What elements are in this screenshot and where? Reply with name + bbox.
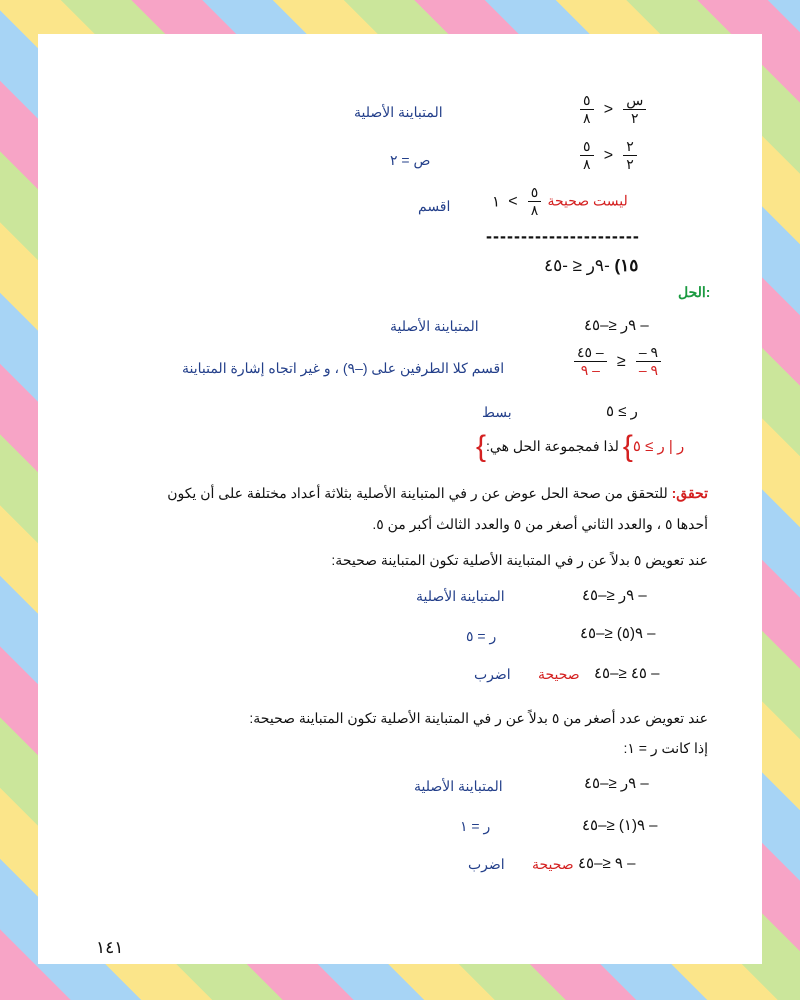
sub2-title: عند تعويض عدد أصغر من ٥ بدلاً عن ر في المتباينة الأصلية تكون المتباينة صحيحة:	[249, 710, 708, 726]
problem-15-header: ١٥) -٩ر ≤ -٤٥	[544, 256, 639, 275]
sub1-title: عند تعويض ٥ بدلاً عن ر في المتباينة الأصلية تكون المتباينة صحيحة:	[331, 552, 708, 568]
status-label: ليست صحيحة	[547, 192, 628, 209]
sub2-line-a-math: – ٩ر ≤–٤٥	[584, 775, 649, 792]
check-paragraph-line-1: تحقق: للتحقق من صحة الحل عوض عن ر في المتباينة الأصلية بثلاثة أعداد مختلفة على أن يكون	[167, 485, 708, 501]
fraction: $\frac{٥}{٨}$	[580, 138, 594, 173]
check-label: تحقق:	[671, 485, 708, 501]
sub1-line-a-note: المتباينة الأصلية	[416, 588, 505, 604]
fraction: $\frac{- ٩}{- ٩}$	[636, 344, 661, 379]
top-row-1-math: $\frac{٥}{٨}$ > $\frac{\text{س}}{٢}$	[578, 92, 648, 127]
solution-line-2-math: $\frac{٤٥ -}{٩ -}$ ≥ $\frac{- ٩}{- ٩}$	[572, 344, 663, 379]
sub2-line-c-status: صحيحة	[532, 856, 574, 872]
fraction: $\frac{٤٥ -}{٩ -}$	[574, 344, 607, 379]
sub1-line-c-note: اضرب	[474, 666, 511, 682]
solution-line-1-note: المتباينة الأصلية	[390, 318, 479, 334]
check-paragraph-line-2: أحدها ٥ ، والعدد الثاني أصغر من ٥ والعدد الثالث أكبر من ٥.	[372, 516, 708, 532]
top-row-3-note: اقسم	[418, 198, 451, 214]
fraction: $\frac{٥}{٨}$	[528, 184, 542, 219]
fraction: $\frac{\text{س}}{٢}$	[623, 92, 646, 127]
sub2-line-c-note: اضرب	[468, 856, 505, 872]
top-row-2-note: ص = ٢	[390, 152, 431, 168]
solution-line-3-math: ر ≥ ٥	[606, 403, 638, 420]
top-row-1-note: المتباينة الأصلية	[354, 104, 443, 120]
page-sheet	[38, 34, 762, 964]
sub1-line-b-math: – ٩(٥) ≤–٤٥	[580, 625, 656, 642]
fraction: $\frac{٥}{٨}$	[580, 92, 594, 127]
page-number: ١٤١	[96, 938, 124, 957]
solution-line-3-note: بسط	[482, 404, 512, 420]
solution-label: الحل:	[678, 284, 711, 300]
sub1-line-a-math: – ٩ر ≤–٤٥	[582, 587, 647, 604]
solution-set-prefix: لذا فمجموعة الحل هي:	[486, 437, 619, 454]
sub2-line-a-note: المتباينة الأصلية	[414, 778, 503, 794]
solution-set: ر | ر ≥ ٥	[632, 437, 685, 455]
solution-line-1-math: – ٩ر ≤–٤٥	[584, 317, 649, 334]
divider-line: ----------------------	[486, 226, 640, 246]
solution-line-2-note: اقسم كلا الطرفين على (–٩) ، و غير اتجاه إشارة المتباينة	[182, 360, 505, 376]
top-row-3-math: ليست صحيحة $\frac{٥}{٨}$ > ١	[492, 184, 628, 218]
top-row-2-math: $\frac{٥}{٨}$ > $\frac{٢}{٢}$	[578, 138, 639, 173]
sub2-if: إذا كانت ر = ١:	[623, 740, 708, 756]
sub1-line-c-math: – ٤٥ ≤–٤٥	[594, 665, 660, 682]
sub2-line-c-math: – ٩ ≤–٤٥	[578, 855, 636, 872]
fraction: $\frac{٢}{٢}$	[623, 138, 637, 173]
solution-set-line: { ر | ر ≥ ٥} لذا فمجموعة الحل هي:	[476, 430, 685, 463]
sub2-line-b-note: ر = ١	[460, 818, 491, 834]
sub1-line-b-note: ر = ٥	[466, 628, 497, 644]
sub1-line-c-status: صحيحة	[538, 666, 580, 682]
sub2-line-b-math: – ٩(١) ≤–٤٥	[582, 817, 658, 834]
